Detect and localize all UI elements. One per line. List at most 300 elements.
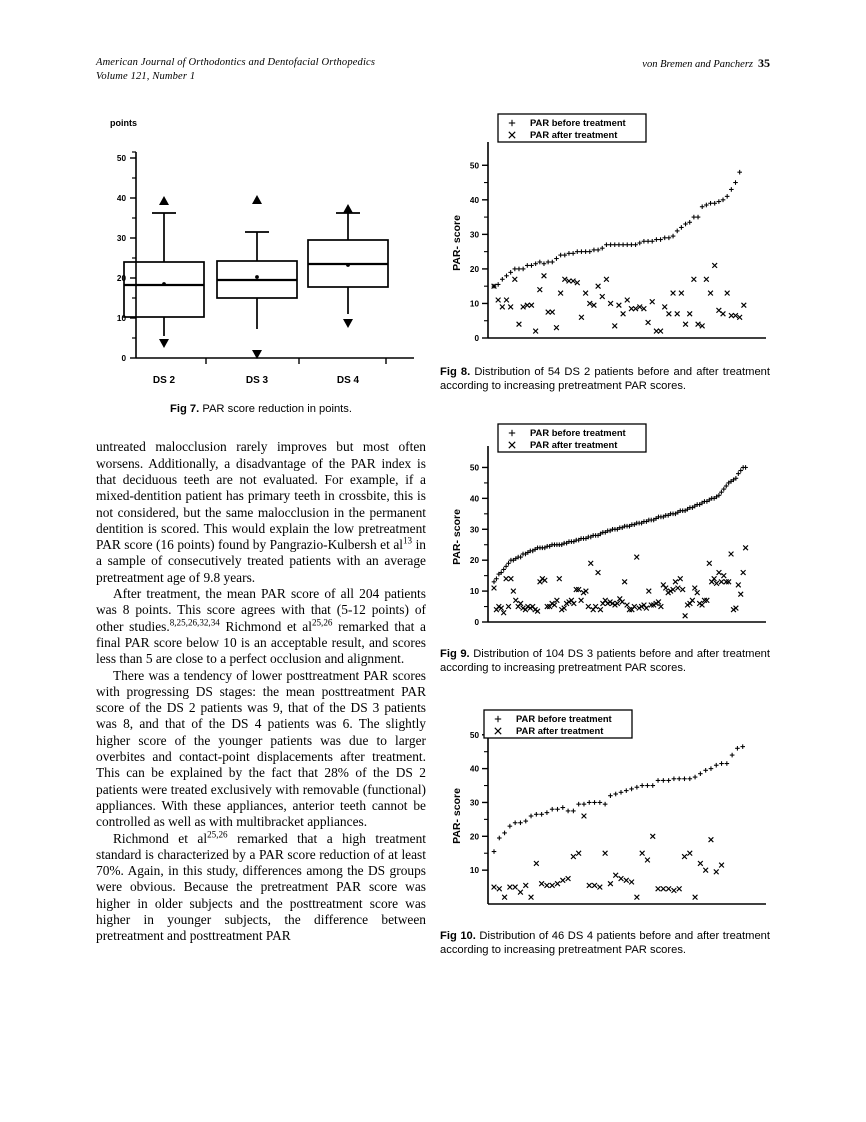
svg-fig10-point-before bbox=[598, 800, 603, 805]
svg-fig10-point-before bbox=[576, 801, 581, 806]
svg-fig8-ytick-label: 40 bbox=[469, 195, 479, 205]
svg-fig10-point-before bbox=[635, 785, 640, 790]
svg-fig10-point-before bbox=[656, 778, 661, 783]
svg-fig10-point-before bbox=[497, 835, 502, 840]
svg-fig8-point-after bbox=[679, 291, 684, 296]
svg-fig10-point-after bbox=[545, 883, 550, 888]
svg-fig10-point-before bbox=[735, 746, 740, 751]
svg-fig8-point-after bbox=[621, 311, 626, 316]
fig7-unit-label: points bbox=[110, 118, 137, 128]
svg-fig8-point-after bbox=[542, 273, 547, 278]
svg-fig8-point-before bbox=[725, 194, 730, 199]
svg-fig8-point-after bbox=[704, 277, 709, 282]
svg-fig9-point-after bbox=[571, 601, 576, 606]
svg-fig8-point-before bbox=[671, 234, 676, 239]
svg-fig10-point-after bbox=[603, 850, 608, 855]
svg-fig9-point-after bbox=[586, 604, 591, 609]
svg-fig9-point-after bbox=[511, 589, 516, 594]
svg-fig10-point-before bbox=[687, 776, 692, 781]
svg-fig10-point-before bbox=[650, 783, 655, 788]
svg-fig8-point-before bbox=[500, 277, 505, 282]
svg-fig8-point-before bbox=[533, 261, 538, 266]
fig10-caption bbox=[440, 929, 770, 958]
svg-fig8-point-before bbox=[550, 260, 555, 265]
svg-fig8-point-after bbox=[517, 322, 522, 327]
svg-fig8-point-before bbox=[675, 229, 680, 234]
svg-fig10-point-after bbox=[714, 869, 719, 874]
svg-fig8-point-after bbox=[687, 311, 692, 316]
journal-name: American Journal of Orthodontics and Dentofacial Orthopedics bbox=[96, 57, 376, 68]
para2-a: After treatment, the mean PAR score of all 204 patients was 8 points. This score agrees with that (5-12 points) of other studies. bbox=[96, 586, 426, 634]
svg-fig10-point-after bbox=[682, 854, 687, 859]
svg-fig10-point-before bbox=[566, 808, 571, 813]
svg-fig8-point-after bbox=[671, 291, 676, 296]
svg-fig9-point-after bbox=[501, 610, 506, 615]
svg-fig8-point-after bbox=[666, 311, 671, 316]
svg-fig10-point-after bbox=[560, 878, 565, 883]
svg-fig10-point-after bbox=[555, 881, 560, 886]
svg-fig8-point-after bbox=[658, 329, 663, 334]
svg-fig8-point-after bbox=[533, 329, 538, 334]
svg-fig8-point-before bbox=[717, 199, 722, 204]
svg-fig10-point-after bbox=[539, 881, 544, 886]
svg-fig10-point-after bbox=[576, 850, 581, 855]
svg-fig9-point-before bbox=[743, 465, 748, 470]
svg-fig9-y-axis-title: PAR- score bbox=[451, 508, 463, 565]
svg-fig9-point-after bbox=[736, 582, 741, 587]
svg-fig9-point-before bbox=[736, 471, 741, 476]
svg-text:30: 30 bbox=[116, 234, 126, 243]
svg-fig8-point-after bbox=[529, 303, 534, 308]
svg-fig8-point-after bbox=[537, 287, 542, 292]
svg-fig10-point-after bbox=[502, 894, 507, 899]
svg-fig9-point-after bbox=[683, 613, 688, 618]
svg-fig8-point-after bbox=[558, 291, 563, 296]
svg-fig8-point-before bbox=[583, 249, 588, 254]
para4-ref: 25,26 bbox=[207, 829, 228, 840]
fig9-caption-text: Distribution of 104 DS 3 patients before and after treatment according to increasing pretreatment PAR scores. bbox=[440, 647, 771, 675]
svg-fig10-point-before bbox=[603, 801, 608, 806]
para4-a: Richmond et al bbox=[113, 830, 208, 846]
svg-fig10-point-after bbox=[634, 894, 639, 899]
svg-fig9-point-after bbox=[554, 598, 559, 603]
svg-fig10-point-after bbox=[645, 857, 650, 862]
svg-fig9-legend-before: PAR before treatment bbox=[530, 426, 626, 438]
svg-fig8-point-after bbox=[596, 284, 601, 289]
svg-fig9-point-after bbox=[557, 576, 562, 581]
svg-fig10-point-after bbox=[624, 878, 629, 883]
running-head bbox=[96, 56, 770, 88]
svg-fig8-point-before bbox=[737, 170, 742, 175]
svg-fig10-point-after bbox=[507, 884, 512, 889]
svg-fig10-point-before bbox=[725, 761, 730, 766]
svg-fig10-point-before bbox=[682, 776, 687, 781]
svg-fig8-point-before bbox=[558, 253, 563, 258]
svg-fig8-point-before bbox=[633, 242, 638, 247]
svg-fig10-point-after bbox=[656, 886, 661, 891]
svg-fig10-point-before bbox=[629, 786, 634, 791]
svg-fig8-ytick-label: 50 bbox=[469, 161, 479, 171]
fig10-caption-label: Fig 10. bbox=[440, 929, 476, 942]
svg-fig9-legend-after: PAR after treatment bbox=[530, 438, 618, 450]
svg-fig8-point-after bbox=[683, 322, 688, 327]
svg-fig8-point-after bbox=[496, 298, 501, 303]
right-column bbox=[440, 110, 770, 957]
svg-fig8-point-before bbox=[625, 242, 630, 247]
svg-fig10-point-before bbox=[545, 810, 550, 815]
svg-fig10-point-before bbox=[492, 849, 497, 854]
svg-fig9-point-after bbox=[719, 579, 724, 584]
svg-fig10-point-before bbox=[518, 820, 523, 825]
svg-fig10-point-after bbox=[661, 886, 666, 891]
svg-fig8-point-before bbox=[525, 263, 530, 268]
svg-fig8-point-before bbox=[504, 274, 509, 279]
svg-fig10-point-after bbox=[672, 888, 677, 893]
svg-fig8-point-after bbox=[662, 305, 667, 310]
svg-fig10-point-before bbox=[508, 823, 513, 828]
svg-fig9-point-after bbox=[717, 570, 722, 575]
svg-fig8-point-after bbox=[725, 291, 730, 296]
figure-9 bbox=[440, 422, 770, 676]
svg-fig10-point-before bbox=[613, 791, 618, 796]
svg-fig10-point-before bbox=[672, 776, 677, 781]
svg-fig10-point-before bbox=[640, 783, 645, 788]
svg-fig9-point-after bbox=[509, 576, 514, 581]
svg-fig10-point-before bbox=[571, 808, 576, 813]
svg-fig10-point-before bbox=[693, 774, 698, 779]
fig7-y-ticks bbox=[117, 152, 136, 363]
journal-volume: Volume 121, Number 1 bbox=[96, 71, 196, 82]
svg-fig8-point-before bbox=[696, 215, 701, 220]
svg-fig9-point-after bbox=[743, 545, 748, 550]
svg-text:10: 10 bbox=[116, 314, 126, 323]
svg-fig10-point-after bbox=[529, 894, 534, 899]
svg-fig8-point-after bbox=[721, 311, 726, 316]
para4-b: remarked that a high treatment standard is characterized by a PAR score reduction of at least 70%. Again, in this study, differences among the DS groups were obvious. Because the pretreatment PAR score was higher in older subjects and the posttreatment score was higher in younger subjects, the difference between pretreatment and posttreatment PAR bbox=[96, 830, 426, 944]
svg-fig10-ytick-label: 50 bbox=[469, 730, 479, 740]
para1-b: in a sample of consecutively treated patients with an average pretreatment age of 9.8 years. bbox=[96, 537, 427, 585]
fig8-caption-label: Fig 8. bbox=[440, 366, 471, 378]
svg-fig10-point-before bbox=[592, 800, 597, 805]
svg-fig10-point-before bbox=[534, 812, 539, 817]
svg-fig10-point-after bbox=[497, 886, 502, 891]
svg-fig8-point-after bbox=[583, 291, 588, 296]
svg-fig8-point-before bbox=[683, 222, 688, 227]
svg-fig10-point-after bbox=[709, 837, 714, 842]
svg-fig9-point-after bbox=[721, 573, 726, 578]
svg-fig8-point-before bbox=[733, 180, 738, 185]
svg-fig9-point-after bbox=[620, 599, 625, 604]
svg-fig8-point-before bbox=[587, 249, 592, 254]
fig8-scatter-svg bbox=[440, 110, 770, 358]
svg-fig9-point-before bbox=[492, 579, 497, 584]
svg-fig9-ytick-label: 20 bbox=[469, 555, 479, 565]
svg-fig9-point-after bbox=[738, 592, 743, 597]
svg-fig8-point-before bbox=[654, 237, 659, 242]
svg-fig8-point-after bbox=[612, 324, 617, 329]
body-text bbox=[96, 439, 426, 944]
svg-fig8-point-before bbox=[700, 204, 705, 209]
para2-ref2: 25,26 bbox=[311, 617, 333, 628]
svg-fig8-point-before bbox=[529, 263, 534, 268]
svg-fig9-point-before bbox=[494, 576, 499, 581]
svg-fig8-point-before bbox=[721, 198, 726, 203]
svg-fig10-point-before bbox=[719, 761, 724, 766]
svg-fig8-point-before bbox=[538, 260, 543, 265]
fig7-x-ticks bbox=[206, 358, 386, 364]
svg-text:50: 50 bbox=[116, 154, 126, 163]
svg-fig10-ytick-label: 20 bbox=[469, 831, 479, 841]
svg-fig10-point-after bbox=[597, 884, 602, 889]
svg-fig10-point-before bbox=[513, 820, 518, 825]
svg-fig10-point-after bbox=[640, 850, 645, 855]
svg-fig8-point-before bbox=[513, 267, 518, 272]
svg-fig8-point-before bbox=[554, 256, 559, 261]
paragraph-4 bbox=[96, 831, 426, 945]
figure-7 bbox=[96, 110, 426, 416]
fig9-caption bbox=[440, 647, 770, 676]
svg-fig8-point-before bbox=[600, 246, 605, 251]
svg-fig8-point-before bbox=[662, 236, 667, 241]
svg-fig9-ytick-label: 30 bbox=[469, 525, 479, 535]
svg-fig10-point-after bbox=[518, 889, 523, 894]
fig9-scatter-svg bbox=[440, 422, 770, 640]
fig7-box-ds3 bbox=[217, 195, 297, 359]
svg-fig8-point-before bbox=[629, 242, 634, 247]
svg-fig9-ytick-label: 10 bbox=[469, 586, 479, 596]
svg-fig9-point-after bbox=[518, 601, 523, 606]
svg-fig9-ytick-label: 0 bbox=[474, 617, 479, 627]
fig10-scatter-svg bbox=[440, 704, 770, 922]
svg-fig9-point-after bbox=[659, 604, 664, 609]
svg-fig9-point-before bbox=[722, 487, 727, 492]
figure-10 bbox=[440, 704, 770, 958]
svg-fig8-point-after bbox=[675, 311, 680, 316]
svg-fig9-point-after bbox=[680, 587, 685, 592]
svg-fig8-legend-before: PAR before treatment bbox=[530, 117, 626, 128]
fig7-box-ds4 bbox=[308, 204, 388, 328]
svg-fig10-point-after bbox=[687, 850, 692, 855]
svg-fig9-point-after bbox=[675, 585, 680, 590]
svg-fig10-point-before bbox=[661, 778, 666, 783]
svg-fig9-point-after bbox=[712, 576, 717, 581]
svg-fig10-point-before bbox=[582, 801, 587, 806]
svg-fig9-point-after bbox=[663, 585, 668, 590]
svg-fig10-point-after bbox=[592, 883, 597, 888]
svg-fig10-point-after bbox=[613, 872, 618, 877]
svg-fig8-point-after bbox=[691, 277, 696, 282]
svg-fig9-ytick-label: 40 bbox=[469, 494, 479, 504]
journal-title bbox=[96, 56, 375, 84]
svg-fig10-point-after bbox=[582, 813, 587, 818]
svg-fig10-ytick-label: 40 bbox=[469, 764, 479, 774]
svg-fig9-point-after bbox=[673, 579, 678, 584]
svg-fig8-point-after bbox=[554, 325, 559, 330]
svg-fig9-point-after bbox=[513, 598, 518, 603]
svg-fig8-point-after bbox=[741, 303, 746, 308]
left-column bbox=[96, 110, 426, 945]
svg-fig10-point-after bbox=[650, 834, 655, 839]
svg-fig9-point-after bbox=[506, 604, 511, 609]
svg-fig8-point-after bbox=[604, 277, 609, 282]
svg-fig9-point-after bbox=[596, 570, 601, 575]
svg-fig9-point-before bbox=[504, 564, 509, 569]
svg-fig9-point-after bbox=[707, 561, 712, 566]
svg-fig8-point-before bbox=[712, 201, 717, 206]
svg-fig9-point-after bbox=[714, 581, 719, 586]
svg-fig10-legend-after: PAR after treatment bbox=[516, 724, 604, 736]
fig7-caption-label: Fig 7. bbox=[170, 403, 200, 415]
fig7-cat-ds3: DS 3 bbox=[245, 375, 269, 386]
running-head-right bbox=[642, 56, 770, 72]
svg-fig9-point-before bbox=[724, 484, 729, 489]
svg-fig8-ytick-label: 0 bbox=[474, 334, 479, 343]
svg-fig8-point-before bbox=[542, 261, 547, 266]
svg-fig9-point-after bbox=[588, 561, 593, 566]
svg-fig8-point-after bbox=[646, 320, 651, 325]
svg-fig9-point-after bbox=[741, 570, 746, 575]
paragraph-2 bbox=[96, 586, 426, 667]
svg-fig8-ytick-label: 10 bbox=[469, 299, 479, 309]
svg-fig9-point-after bbox=[632, 604, 637, 609]
svg-fig8-ytick-label: 20 bbox=[469, 264, 479, 274]
svg-fig9-point-after bbox=[634, 555, 639, 560]
svg-fig8-point-after bbox=[550, 310, 555, 315]
fig10-caption-text: Distribution of 46 DS 4 patients before and after treatment according to increasing pretreatment PAR scores. bbox=[440, 929, 771, 957]
svg-fig8-point-before bbox=[579, 249, 584, 254]
svg-fig8-point-before bbox=[617, 242, 622, 247]
svg-fig10-point-before bbox=[698, 771, 703, 776]
paragraph-3: There was a tendency of lower posttreatment PAR scores with progressing DS stages: the mean posttreatment PAR score of the DS 2 patients was 9, that of the DS 3 patients was 8, and that of the DS 4 patients was 6. The slightly higher score of the younger patients was due to larger overbites and contact-point displacements after treatment. This can be explained by the fact that 28% of the DS 2 patients were treated exclusively with removable (functional) appliances. With these appliances, anterior teeth cannot be controlled as well as with multibracket appliances. bbox=[96, 667, 426, 830]
svg-fig8-point-before bbox=[704, 203, 709, 208]
svg-fig8-point-after bbox=[608, 301, 613, 306]
svg-fig10-point-before bbox=[502, 830, 507, 835]
fig7-caption-text: PAR score reduction in points. bbox=[199, 403, 352, 415]
svg-fig10-point-before bbox=[608, 793, 613, 798]
svg-fig8-point-before bbox=[521, 267, 526, 272]
svg-fig8-point-before bbox=[608, 242, 613, 247]
svg-fig9-point-before bbox=[719, 490, 724, 495]
svg-fig8-point-after bbox=[708, 291, 713, 296]
svg-fig8-point-after bbox=[500, 305, 505, 310]
svg-fig9-point-after bbox=[593, 604, 598, 609]
figure-8 bbox=[440, 110, 770, 394]
svg-fig10-point-after bbox=[693, 894, 698, 899]
svg-fig9-point-after bbox=[695, 590, 700, 595]
svg-fig9-point-after bbox=[579, 598, 584, 603]
svg-fig8-point-after bbox=[504, 298, 509, 303]
fig7-boxplot-svg bbox=[96, 110, 426, 395]
svg-fig10-ytick-label: 30 bbox=[469, 798, 479, 808]
svg-fig10-point-after bbox=[566, 876, 571, 881]
svg-fig10-point-after bbox=[492, 884, 497, 889]
svg-fig8-point-before bbox=[692, 215, 697, 220]
svg-fig8-point-after bbox=[625, 298, 630, 303]
svg-fig10-point-after bbox=[608, 881, 613, 886]
svg-fig9-point-after bbox=[729, 551, 734, 556]
fig9-caption-label: Fig 9. bbox=[440, 647, 470, 660]
page-number: 35 bbox=[758, 56, 770, 70]
svg-fig8-point-after bbox=[650, 299, 655, 304]
svg-fig10-y-axis-title: PAR- score bbox=[451, 787, 463, 844]
para2-c: remarked that a final PAR score below 10 is an acceptable result, and scores less than 5 are close to a perfect occlusion and alignment. bbox=[96, 618, 426, 667]
svg-fig10-point-after bbox=[719, 862, 724, 867]
svg-fig8-point-before bbox=[642, 239, 647, 244]
svg-fig10-point-before bbox=[740, 744, 745, 749]
svg-fig10-point-before bbox=[587, 800, 592, 805]
svg-fig8-point-before bbox=[637, 241, 642, 246]
svg-fig9-point-after bbox=[492, 585, 497, 590]
svg-fig9-point-after bbox=[692, 585, 697, 590]
svg-fig8-point-after bbox=[512, 277, 517, 282]
svg-fig8-point-before bbox=[592, 248, 597, 253]
svg-fig9-point-before bbox=[501, 567, 506, 572]
svg-fig8-point-before bbox=[679, 225, 684, 230]
svg-fig8-point-before bbox=[604, 242, 609, 247]
svg-fig10-point-after bbox=[587, 883, 592, 888]
svg-fig8-point-before bbox=[567, 251, 572, 256]
para1-a: untreated malocclusion rarely improves but most often worsens. Additionally, a disadvantage of the PAR index is that deciduous teeth are not evaluated. For example, if a mixed-dentition patient has primary teeth in crossbite, this is not considered, but the same malocclusion in the permanent dentition is scored. This would explain the low pretreatment PAR score (16 points) found by Pangrazio-Kulbersh et al bbox=[96, 439, 426, 553]
svg-fig9-point-after bbox=[646, 589, 651, 594]
svg-fig10-point-after bbox=[703, 867, 708, 872]
svg-fig8-point-before bbox=[650, 239, 655, 244]
svg-fig8-point-before bbox=[517, 267, 522, 272]
svg-fig10-point-after bbox=[550, 883, 555, 888]
svg-fig8-point-before bbox=[496, 282, 501, 287]
para2-b: Richmond et al bbox=[219, 618, 312, 634]
svg-fig9-point-after bbox=[690, 598, 695, 603]
svg-fig10-point-after bbox=[571, 854, 576, 859]
svg-fig8-point-before bbox=[646, 239, 651, 244]
svg-fig8-point-before bbox=[621, 242, 626, 247]
fig7-cat-ds4: DS 4 bbox=[336, 375, 360, 386]
svg-fig10-point-before bbox=[529, 813, 534, 818]
svg-fig10-point-before bbox=[677, 776, 682, 781]
svg-fig10-point-after bbox=[513, 884, 518, 889]
svg-fig10-point-after bbox=[698, 861, 703, 866]
svg-fig8-legend-after: PAR after treatment bbox=[530, 129, 618, 140]
svg-fig8-point-before bbox=[562, 253, 567, 258]
svg-fig8-point-before bbox=[546, 260, 551, 265]
svg-fig10-point-before bbox=[709, 766, 714, 771]
svg-fig9-point-after bbox=[622, 579, 627, 584]
svg-fig8-point-before bbox=[612, 242, 617, 247]
svg-fig8-point-before bbox=[667, 236, 672, 241]
svg-text:20: 20 bbox=[116, 274, 126, 283]
svg-text:40: 40 bbox=[116, 194, 126, 203]
svg-fig10-point-before bbox=[645, 783, 650, 788]
svg-fig8-point-after bbox=[712, 263, 717, 268]
fig7-caption bbox=[96, 402, 426, 416]
svg-fig9-point-after bbox=[644, 606, 649, 611]
fig7-cat-ds2: DS 2 bbox=[152, 375, 176, 386]
svg-fig9-point-after bbox=[504, 576, 509, 581]
svg-text:0: 0 bbox=[121, 354, 126, 363]
svg-fig10-point-before bbox=[560, 805, 565, 810]
svg-fig8-point-before bbox=[658, 237, 663, 242]
para2-ref1: 8,25,26,32,34 bbox=[169, 617, 220, 628]
svg-fig9-point-before bbox=[506, 561, 511, 566]
paragraph-1 bbox=[96, 439, 426, 586]
fig8-caption-text: Distribution of 54 DS 2 patients before and after treatment according to increasing pretreatment PAR scores. bbox=[440, 366, 770, 393]
svg-fig10-point-before bbox=[523, 818, 528, 823]
svg-fig10-point-before bbox=[539, 812, 544, 817]
svg-fig10-point-before bbox=[555, 807, 560, 812]
svg-fig8-point-before bbox=[596, 248, 601, 253]
svg-fig10-point-before bbox=[619, 790, 624, 795]
svg-fig10-ytick-label: 10 bbox=[469, 865, 479, 875]
svg-fig8-point-before bbox=[729, 187, 734, 192]
